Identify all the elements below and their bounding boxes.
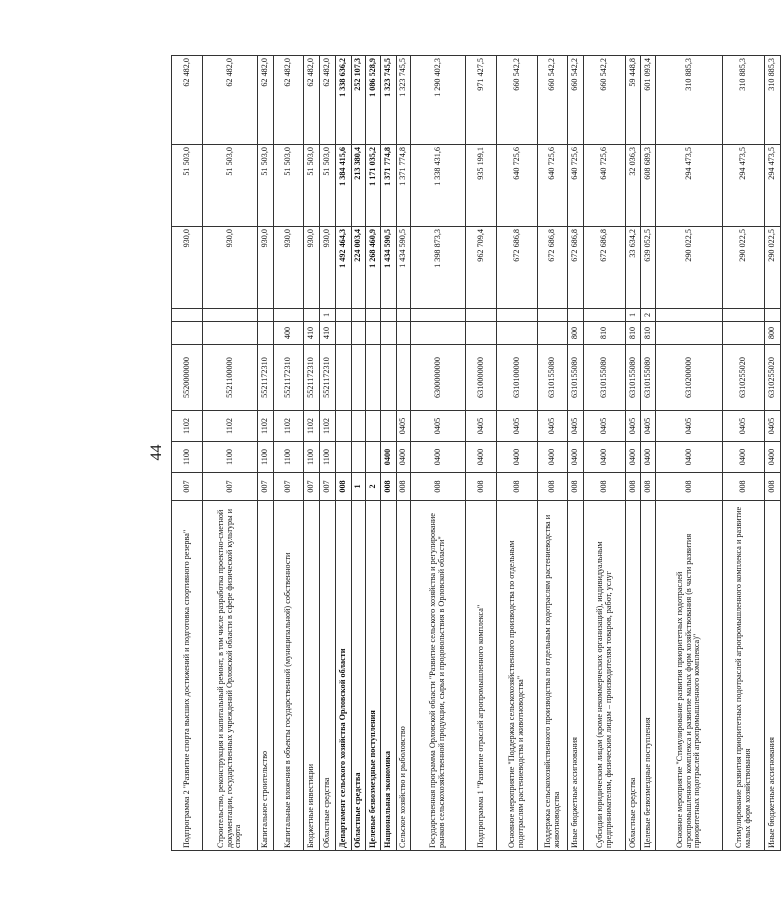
cell-name: Сельское хозяйство и рыболовство <box>397 501 411 851</box>
budget-table <box>171 55 781 851</box>
cell-section <box>352 442 366 473</box>
cell-y2020: 62 482,0 <box>274 56 304 145</box>
cell-admin: 008 <box>381 473 397 501</box>
table-row <box>641 56 656 851</box>
cell-admin: 008 <box>765 473 781 501</box>
cell-target: 6310255020 <box>765 345 781 411</box>
table-row <box>765 56 781 851</box>
table-row <box>397 56 411 851</box>
cell-target: 6310155080 <box>584 345 626 411</box>
cell-y2020: 1 086 528,9 <box>366 56 381 145</box>
cell-subsection: 0405 <box>397 411 411 442</box>
cell-total: 672 686,8 <box>568 227 584 309</box>
cell-y2019: 1 371 774,8 <box>381 145 397 227</box>
cell-section <box>336 442 352 473</box>
cell-total: 930,0 <box>274 227 304 309</box>
cell-source <box>336 309 352 322</box>
cell-exp_type <box>723 322 765 345</box>
cell-admin: 007 <box>172 473 203 501</box>
cell-target <box>397 345 411 411</box>
cell-y2019: 608 689,3 <box>641 145 656 227</box>
cell-subsection: 1102 <box>320 411 336 442</box>
cell-section: 1100 <box>274 442 304 473</box>
cell-admin: 008 <box>538 473 568 501</box>
cell-name: Субсидии юридическим лицам (кроме некоммерческих организаций), индивидуальным предпринимателям, физическим лицам – производителям товаров, работ, услуг <box>584 501 626 851</box>
cell-total: 672 686,8 <box>538 227 568 309</box>
cell-y2019: 935 199,1 <box>466 145 497 227</box>
table-row <box>258 56 274 851</box>
cell-exp_type <box>352 322 366 345</box>
cell-subsection: 0405 <box>656 411 723 442</box>
cell-y2020: 660 542,2 <box>497 56 538 145</box>
cell-source <box>397 309 411 322</box>
cell-total: 33 634,2 <box>626 227 641 309</box>
cell-y2020: 62 482,0 <box>258 56 274 145</box>
cell-target: 5521172310 <box>258 345 274 411</box>
cell-y2019: 1 171 035,2 <box>366 145 381 227</box>
cell-exp_type <box>203 322 258 345</box>
cell-total: 930,0 <box>304 227 320 309</box>
cell-admin: 008 <box>411 473 466 501</box>
cell-name: Подпрограмма 1 "Развитие отраслей агропромышленного комплекса" <box>466 501 497 851</box>
cell-name: Строительство, реконструкция и капитальный ремонт, в том числе разработка проектно-сметной документации, государственных учреждений Орловской области в сфере физической культуры и спорта <box>203 501 258 851</box>
cell-subsection <box>336 411 352 442</box>
cell-exp_type <box>172 322 203 345</box>
cell-total: 930,0 <box>258 227 274 309</box>
cell-name: Поддержка сельскохозяйственного производства по отдельным подотраслям растениеводства и животноводства <box>538 501 568 851</box>
cell-name: Целевые безвозмездные поступления <box>641 501 656 851</box>
cell-target <box>352 345 366 411</box>
cell-y2019: 51 503,0 <box>320 145 336 227</box>
cell-name: Подпрограмма 2 "Развитие спорта высших достижений и подготовка спортивного резерва" <box>172 501 203 851</box>
cell-target: 6310100000 <box>497 345 538 411</box>
cell-total: 1 492 464,3 <box>336 227 352 309</box>
cell-target: 6300000000 <box>411 345 466 411</box>
cell-total: 930,0 <box>320 227 336 309</box>
cell-subsection: 1102 <box>258 411 274 442</box>
table-row <box>172 56 203 851</box>
cell-name: Национальная экономика <box>381 501 397 851</box>
cell-exp_type: 410 <box>304 322 320 345</box>
cell-target: 5521172310 <box>304 345 320 411</box>
cell-source <box>352 309 366 322</box>
cell-name: Иные бюджетные ассигнования <box>568 501 584 851</box>
cell-section: 0400 <box>656 442 723 473</box>
cell-target <box>336 345 352 411</box>
cell-source <box>366 309 381 322</box>
cell-total: 1 268 460,9 <box>366 227 381 309</box>
cell-y2019: 213 380,4 <box>352 145 366 227</box>
cell-source <box>381 309 397 322</box>
cell-subsection: 1102 <box>203 411 258 442</box>
cell-y2020: 660 542,2 <box>584 56 626 145</box>
cell-subsection: 0405 <box>411 411 466 442</box>
cell-source: 1 <box>626 309 641 322</box>
cell-total: 1 398 873,3 <box>411 227 466 309</box>
cell-admin: 008 <box>397 473 411 501</box>
cell-name: Основное мероприятие "Стимулирование развития приоритетных подотраслей агропромышленного комплекса и развитие малых форм хозяйствования (в части развития приоритетных подотраслей агропромышленного комплекса)" <box>656 501 723 851</box>
cell-subsection: 0405 <box>466 411 497 442</box>
table-row <box>656 56 723 851</box>
cell-target: 6310155080 <box>626 345 641 411</box>
table-row <box>411 56 466 851</box>
cell-y2019: 640 725,6 <box>584 145 626 227</box>
cell-target <box>381 345 397 411</box>
cell-subsection: 1102 <box>274 411 304 442</box>
cell-y2019: 294 473,5 <box>656 145 723 227</box>
cell-source <box>584 309 626 322</box>
cell-admin: 1 <box>352 473 366 501</box>
cell-section: 0400 <box>397 442 411 473</box>
cell-y2020: 1 290 402,3 <box>411 56 466 145</box>
cell-total: 639 052,5 <box>641 227 656 309</box>
cell-subsection: 0405 <box>723 411 765 442</box>
cell-exp_type <box>656 322 723 345</box>
cell-name: Стимулирование развития приоритетных подотраслей агропромышленного комплекса и развитие малых форм хозяйствования <box>723 501 765 851</box>
cell-source <box>172 309 203 322</box>
cell-y2019: 1 338 431,6 <box>411 145 466 227</box>
table-row <box>568 56 584 851</box>
cell-source <box>723 309 765 322</box>
cell-name: Областные средства <box>626 501 641 851</box>
cell-admin: 008 <box>584 473 626 501</box>
cell-exp_type: 400 <box>274 322 304 345</box>
cell-y2020: 660 542,2 <box>568 56 584 145</box>
cell-y2020: 1 323 745,5 <box>397 56 411 145</box>
cell-exp_type: 410 <box>320 322 336 345</box>
table-row <box>352 56 366 851</box>
table-row <box>626 56 641 851</box>
cell-y2019: 32 036,3 <box>626 145 641 227</box>
cell-section: 1100 <box>172 442 203 473</box>
cell-admin: 007 <box>320 473 336 501</box>
cell-subsection: 0405 <box>626 411 641 442</box>
cell-admin: 008 <box>336 473 352 501</box>
cell-admin: 007 <box>203 473 258 501</box>
cell-y2019: 640 725,6 <box>538 145 568 227</box>
table-row <box>497 56 538 851</box>
table-row <box>366 56 381 851</box>
cell-source <box>411 309 466 322</box>
cell-admin: 008 <box>568 473 584 501</box>
cell-y2019: 640 725,6 <box>568 145 584 227</box>
cell-source <box>497 309 538 322</box>
cell-y2019: 51 503,0 <box>203 145 258 227</box>
cell-total: 290 022,5 <box>723 227 765 309</box>
cell-section: 1100 <box>203 442 258 473</box>
cell-target <box>366 345 381 411</box>
cell-total: 962 709,4 <box>466 227 497 309</box>
cell-total: 930,0 <box>172 227 203 309</box>
cell-y2019: 640 725,6 <box>497 145 538 227</box>
table-row <box>381 56 397 851</box>
cell-y2020: 62 482,0 <box>320 56 336 145</box>
cell-source: 1 <box>320 309 336 322</box>
cell-admin: 2 <box>366 473 381 501</box>
cell-y2020: 310 885,3 <box>656 56 723 145</box>
cell-target: 5520000000 <box>172 345 203 411</box>
cell-exp_type: 800 <box>568 322 584 345</box>
cell-exp_type <box>411 322 466 345</box>
cell-exp_type <box>538 322 568 345</box>
cell-section: 1100 <box>320 442 336 473</box>
cell-total: 1 434 590,5 <box>397 227 411 309</box>
cell-y2020: 59 448,8 <box>626 56 641 145</box>
cell-y2019: 51 503,0 <box>258 145 274 227</box>
cell-target: 5521172310 <box>274 345 304 411</box>
cell-subsection: 1102 <box>172 411 203 442</box>
cell-target: 6310155080 <box>641 345 656 411</box>
table-row <box>203 56 258 851</box>
cell-section: 1100 <box>304 442 320 473</box>
cell-total: 224 003,4 <box>352 227 366 309</box>
cell-total: 290 022,5 <box>656 227 723 309</box>
cell-exp_type <box>258 322 274 345</box>
cell-subsection <box>352 411 366 442</box>
cell-subsection: 0405 <box>584 411 626 442</box>
table-row <box>466 56 497 851</box>
cell-name: Департамент сельского хозяйства Орловской области <box>336 501 352 851</box>
cell-exp_type: 810 <box>584 322 626 345</box>
page-number: 44 <box>148 444 165 461</box>
cell-total: 290 022,5 <box>765 227 781 309</box>
cell-target: 6310000000 <box>466 345 497 411</box>
cell-y2019: 1 384 415,6 <box>336 145 352 227</box>
cell-exp_type <box>366 322 381 345</box>
cell-source: 2 <box>641 309 656 322</box>
table-row <box>320 56 336 851</box>
table-body <box>172 56 781 851</box>
cell-y2020: 252 107,3 <box>352 56 366 145</box>
cell-total: 672 686,8 <box>584 227 626 309</box>
cell-source <box>274 309 304 322</box>
cell-y2019: 51 503,0 <box>274 145 304 227</box>
table-row <box>274 56 304 851</box>
cell-admin: 008 <box>656 473 723 501</box>
cell-y2020: 62 482,0 <box>203 56 258 145</box>
cell-name: Государственная программа Орловской области "Развитие сельского хозяйства и регулирование рынков сельскохозяйственной продукции, сырья и продовольствия в Орловской области" <box>411 501 466 851</box>
cell-name: Областные средства <box>320 501 336 851</box>
cell-total: 672 686,8 <box>497 227 538 309</box>
cell-y2020: 601 093,4 <box>641 56 656 145</box>
cell-source <box>538 309 568 322</box>
cell-subsection: 0405 <box>568 411 584 442</box>
cell-exp_type <box>466 322 497 345</box>
table-row <box>304 56 320 851</box>
cell-subsection: 0405 <box>497 411 538 442</box>
cell-y2020: 971 427,5 <box>466 56 497 145</box>
cell-section: 0400 <box>497 442 538 473</box>
cell-admin: 008 <box>466 473 497 501</box>
cell-target: 6310155080 <box>538 345 568 411</box>
cell-y2019: 1 371 774,8 <box>397 145 411 227</box>
cell-y2020: 310 885,3 <box>765 56 781 145</box>
cell-admin: 007 <box>304 473 320 501</box>
cell-subsection <box>366 411 381 442</box>
cell-target: 6310255020 <box>723 345 765 411</box>
cell-admin: 008 <box>497 473 538 501</box>
cell-y2020: 62 482,0 <box>304 56 320 145</box>
cell-y2020: 1 323 745,5 <box>381 56 397 145</box>
cell-source <box>765 309 781 322</box>
cell-exp_type <box>381 322 397 345</box>
cell-exp_type: 800 <box>765 322 781 345</box>
cell-exp_type: 810 <box>626 322 641 345</box>
cell-section: 0400 <box>381 442 397 473</box>
cell-subsection: 1102 <box>304 411 320 442</box>
cell-subsection: 0405 <box>641 411 656 442</box>
table-row <box>336 56 352 851</box>
cell-total: 1 434 590,5 <box>381 227 397 309</box>
cell-subsection <box>381 411 397 442</box>
cell-name: Иные бюджетные ассигнования <box>765 501 781 851</box>
cell-name: Капитальное строительство <box>258 501 274 851</box>
cell-name: Областные средства <box>352 501 366 851</box>
cell-section: 0400 <box>568 442 584 473</box>
cell-admin: 008 <box>626 473 641 501</box>
cell-source <box>203 309 258 322</box>
cell-admin: 007 <box>274 473 304 501</box>
cell-section: 0400 <box>411 442 466 473</box>
table-row <box>723 56 765 851</box>
cell-subsection: 0405 <box>765 411 781 442</box>
cell-target: 6310155080 <box>568 345 584 411</box>
cell-source <box>466 309 497 322</box>
cell-target: 5521100000 <box>203 345 258 411</box>
cell-y2020: 1 338 636,2 <box>336 56 352 145</box>
cell-section: 0400 <box>538 442 568 473</box>
cell-name: Бюджетные инвестиции <box>304 501 320 851</box>
cell-source <box>656 309 723 322</box>
table-row <box>538 56 568 851</box>
cell-exp_type <box>497 322 538 345</box>
cell-total: 930,0 <box>203 227 258 309</box>
cell-target: 6310200000 <box>656 345 723 411</box>
cell-section <box>366 442 381 473</box>
cell-admin: 008 <box>641 473 656 501</box>
cell-subsection: 0405 <box>538 411 568 442</box>
cell-exp_type: 810 <box>641 322 656 345</box>
cell-source <box>258 309 274 322</box>
cell-name: Основное мероприятие "Поддержка сельскохозяйственного производства по отдельным подотраслям растениеводства и животноводства" <box>497 501 538 851</box>
cell-target: 5521172310 <box>320 345 336 411</box>
cell-y2019: 51 503,0 <box>172 145 203 227</box>
cell-y2020: 660 542,2 <box>538 56 568 145</box>
cell-y2020: 310 885,3 <box>723 56 765 145</box>
cell-section: 0400 <box>765 442 781 473</box>
cell-section: 0400 <box>641 442 656 473</box>
cell-source <box>304 309 320 322</box>
cell-section: 0400 <box>466 442 497 473</box>
cell-exp_type <box>397 322 411 345</box>
cell-name: Капитальные вложения в объекты государственной (муниципальной) собственности <box>274 501 304 851</box>
cell-y2019: 51 503,0 <box>304 145 320 227</box>
cell-source <box>568 309 584 322</box>
cell-exp_type <box>336 322 352 345</box>
cell-section: 0400 <box>584 442 626 473</box>
cell-section: 0400 <box>626 442 641 473</box>
cell-section: 1100 <box>258 442 274 473</box>
cell-y2019: 294 473,5 <box>765 145 781 227</box>
cell-y2019: 294 473,5 <box>723 145 765 227</box>
cell-name: Целевые безвозмездные поступления <box>366 501 381 851</box>
cell-admin: 008 <box>723 473 765 501</box>
table-row <box>584 56 626 851</box>
cell-admin: 007 <box>258 473 274 501</box>
cell-section: 0400 <box>723 442 765 473</box>
cell-y2020: 62 482,0 <box>172 56 203 145</box>
